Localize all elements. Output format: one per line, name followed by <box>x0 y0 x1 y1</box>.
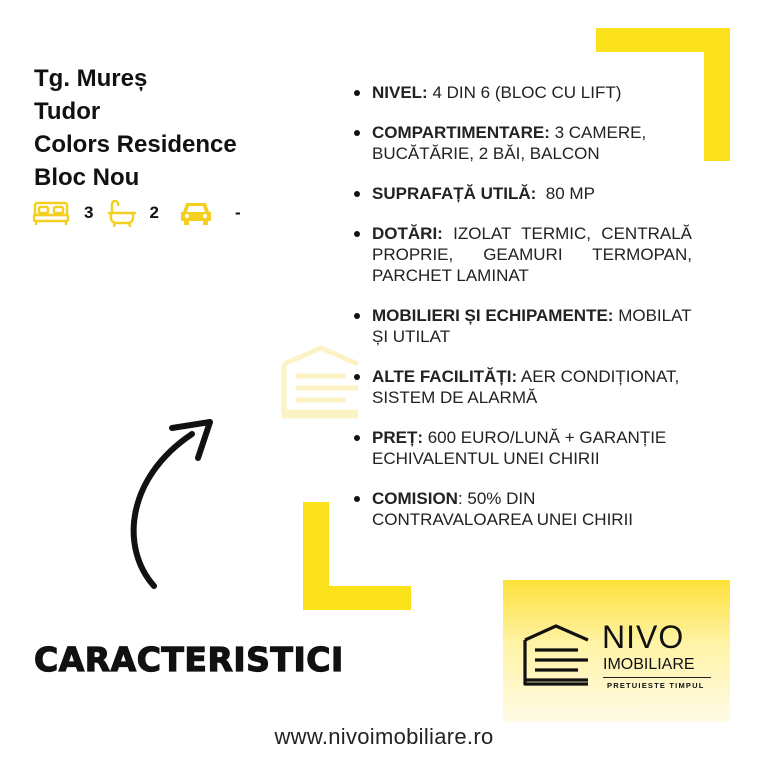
feature-value: 3 CAMERE, BUCĂTĂRIE, 2 BĂI, BALCON <box>372 123 647 163</box>
feature-item-layout <box>352 122 692 164</box>
feature-value: AER CONDIȚIONAT, SISTEM DE ALARMĂ <box>372 367 680 407</box>
feature-label: PREȚ: <box>372 428 423 447</box>
feature-item-price <box>352 427 692 469</box>
brand-name: NIVO <box>602 619 685 655</box>
address-complex: Colors Residence <box>34 131 237 158</box>
feature-label: ALTE FACILITĂȚI: <box>372 367 518 386</box>
feature-item-equipment <box>352 223 692 286</box>
watermark-logo-icon <box>276 342 366 427</box>
brand-tagline: PRETUIESTE TIMPUL <box>607 681 705 690</box>
feature-value: 4 DIN 6 (BLOC CU LIFT) <box>427 83 622 102</box>
bullet-icon <box>354 313 360 319</box>
feature-item-commission <box>352 488 692 530</box>
feature-label: COMPARTIMENTARE: <box>372 123 550 142</box>
bullet-icon <box>354 90 360 96</box>
car-icon <box>179 199 213 227</box>
website-link[interactable]: www.nivoimobiliare.ro <box>274 724 494 749</box>
bed-icon <box>32 200 70 226</box>
feature-value: IZOLAT TERMIC, CENTRALĂ PROPRIE, GEAMURI TERMOPAN, PARCHET LAMINAT <box>372 224 692 285</box>
bullet-icon <box>354 191 360 197</box>
bathrooms-count: 2 <box>149 203 159 222</box>
feature-value: 80 MP <box>536 184 595 203</box>
address-city: Tg. Mureș <box>34 65 148 92</box>
feature-label: SUPRAFAȚĂ UTILĂ: <box>372 184 537 203</box>
feature-value: MOBILAT ȘI UTILAT <box>372 306 692 346</box>
feature-item-facilities <box>352 366 692 408</box>
bullet-icon <box>354 435 360 441</box>
address-district: Tudor <box>34 98 101 125</box>
bullet-icon <box>354 231 360 237</box>
feature-label: NIVEL: <box>372 83 428 102</box>
feature-value: 600 EURO/LUNĂ + GARANȚIE ECHIVALENTUL UNEI CHIRII <box>372 428 667 468</box>
features-list <box>352 82 692 549</box>
yellow-bracket-top-right-side <box>704 28 730 161</box>
bullet-icon <box>354 130 360 136</box>
yellow-bracket-bottom-left-base <box>303 586 411 610</box>
bullet-icon <box>354 496 360 502</box>
feature-label: COMISION <box>372 489 458 508</box>
bedrooms-count: 3 <box>84 203 94 222</box>
amenities-row <box>32 198 241 228</box>
nivo-logo-icon <box>522 622 592 693</box>
parking-count: - <box>234 203 241 222</box>
brand-subtitle: IMOBILIARE <box>603 656 695 673</box>
address-building-type: Bloc Nou <box>34 164 140 191</box>
listing-address <box>34 62 304 194</box>
bathtub-icon <box>107 199 137 227</box>
feature-item-area <box>352 183 692 204</box>
feature-value: : 50% DIN CONTRAVALOAREA UNEI CHIRII <box>372 489 634 529</box>
feature-item-level <box>352 82 692 103</box>
feature-label: DOTĂRI: <box>372 224 443 243</box>
section-title: CARACTERISTICI <box>34 640 344 679</box>
feature-label: MOBILIERI ȘI ECHIPAMENTE: <box>372 306 614 325</box>
brand-divider <box>603 677 711 678</box>
feature-item-furniture <box>352 305 692 347</box>
arrow-icon <box>120 418 220 595</box>
